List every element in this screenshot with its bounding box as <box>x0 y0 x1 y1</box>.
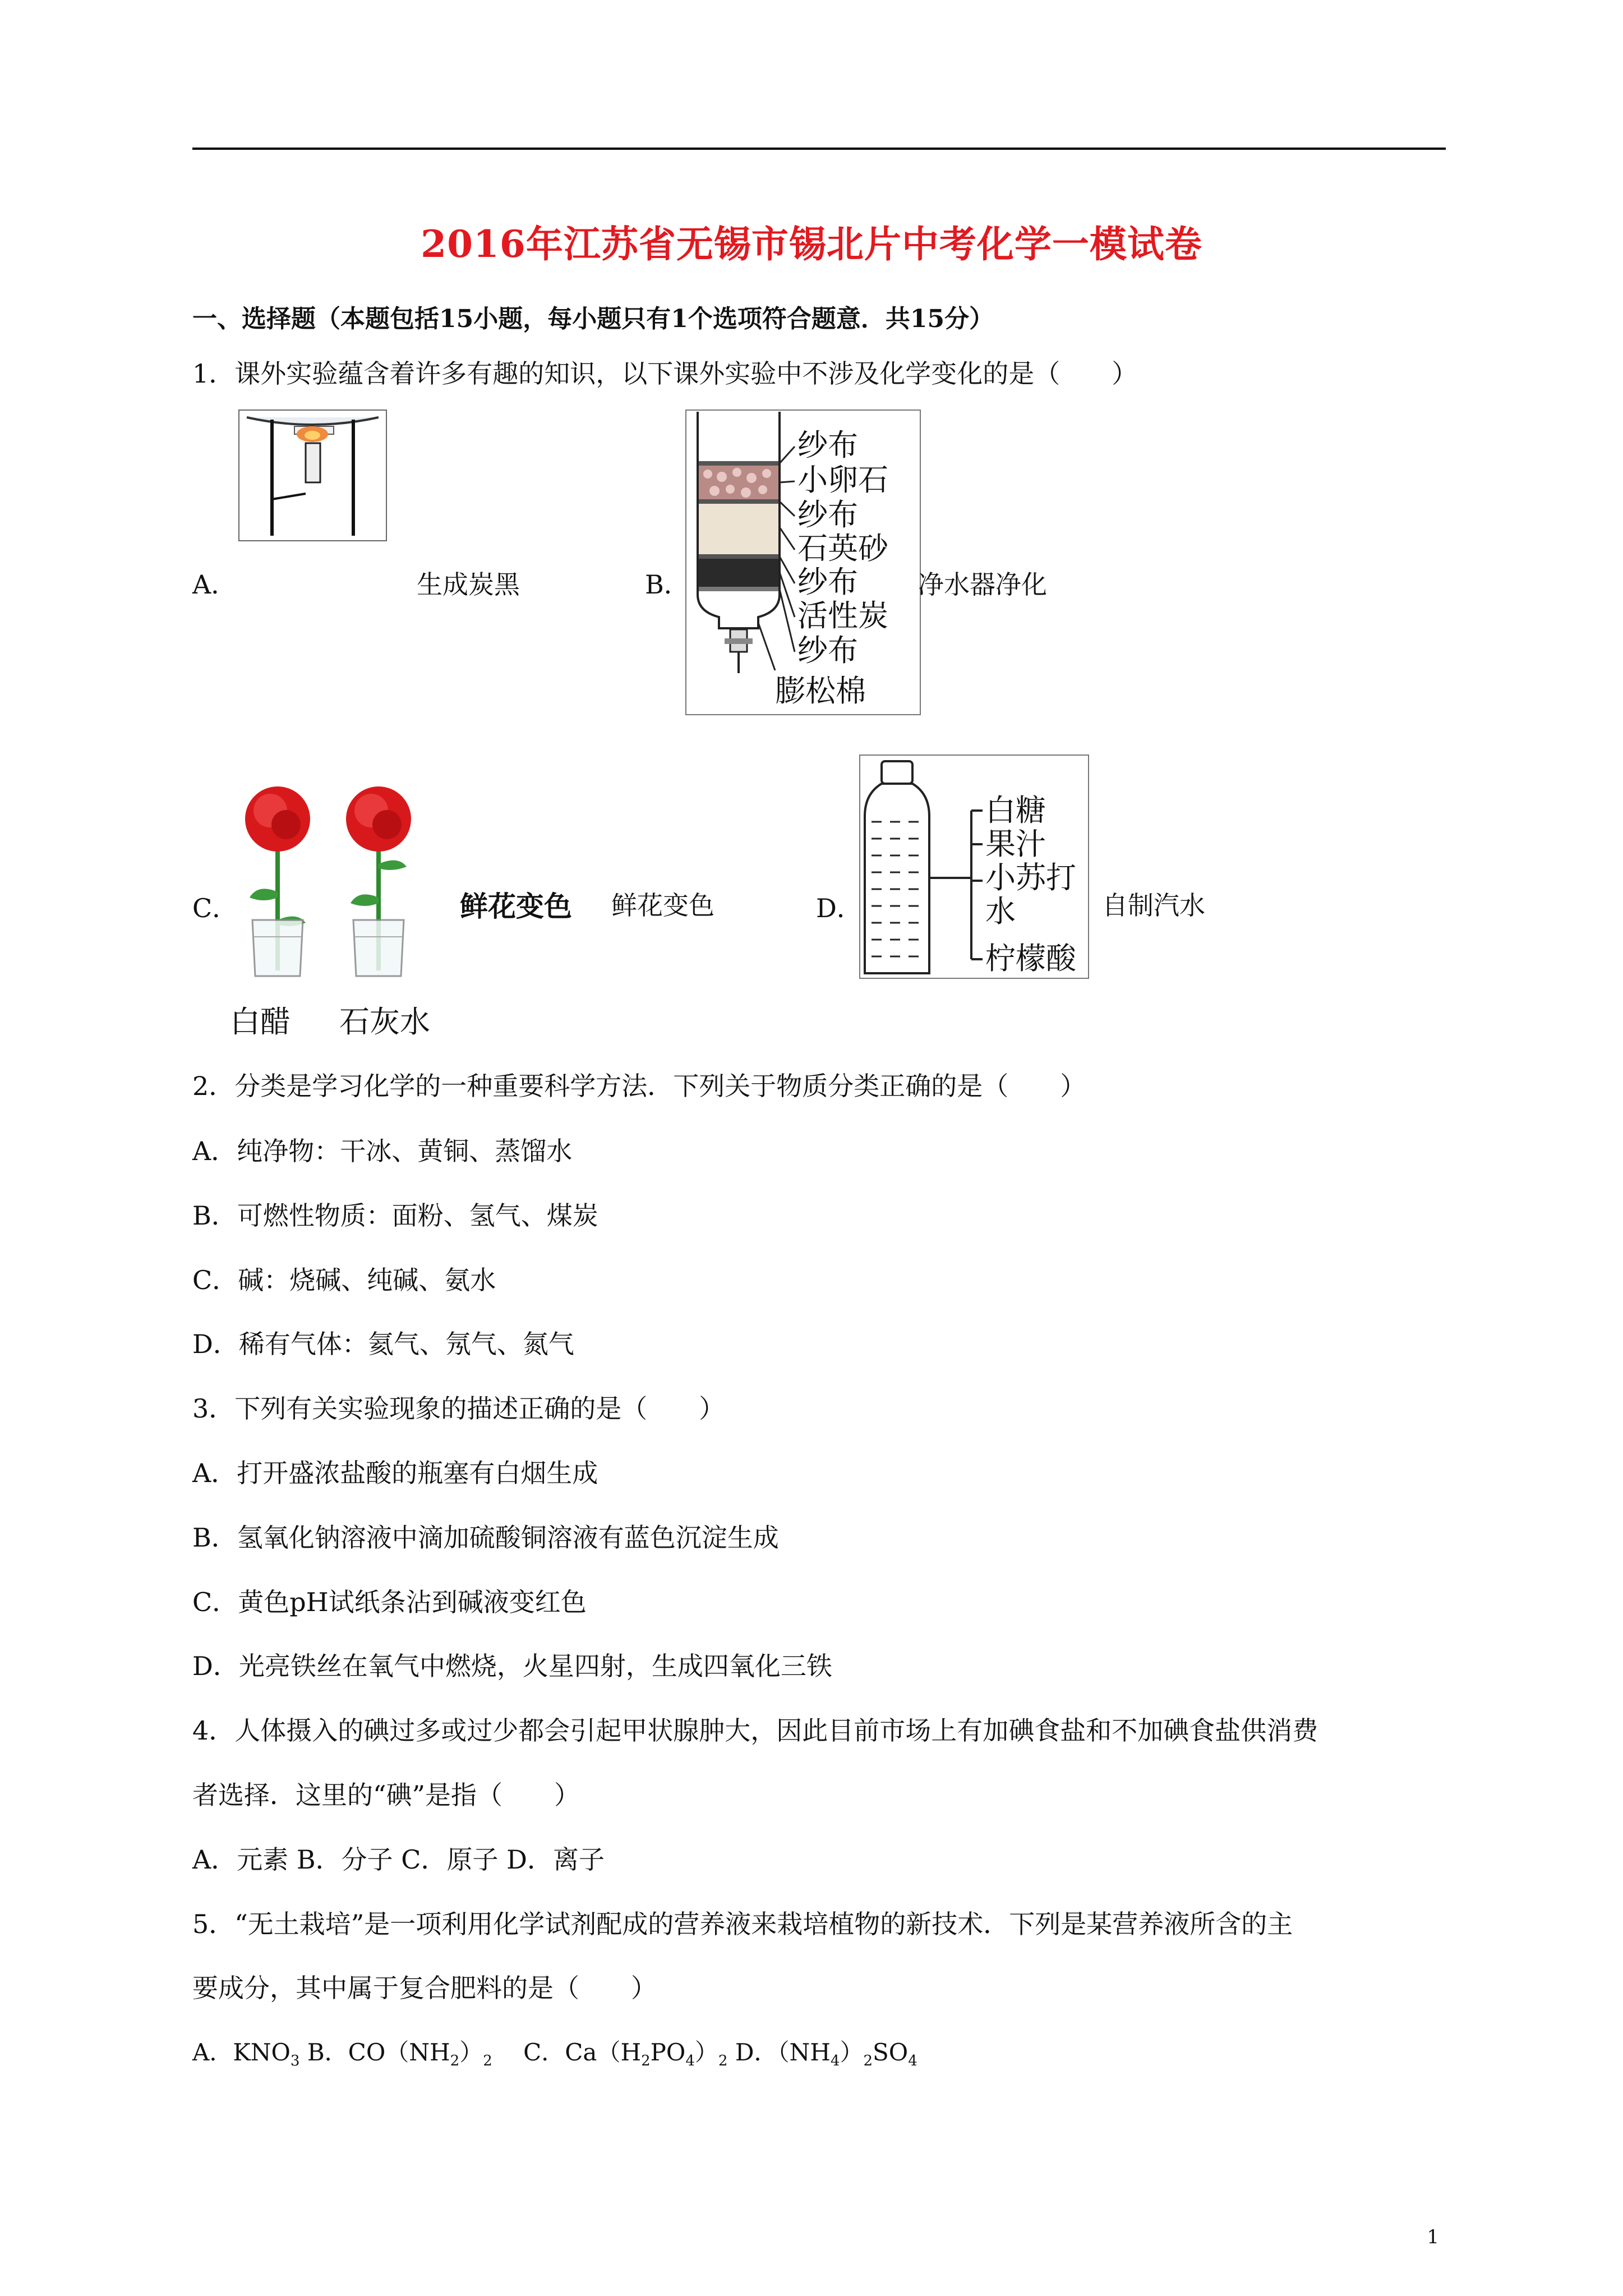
q1-option-b-letter: B． <box>645 569 690 600</box>
filter-label-8: 膨松棉 <box>775 673 866 708</box>
q1-option-c-letter: C． <box>192 893 238 923</box>
filter-label-5: 纱布 <box>797 564 858 600</box>
q5-option-d: D．$(NH_4)_2SO_4$ <box>727 2039 917 2070</box>
question-4-stem-line1: 4．人体摄入的碘过多或过少都会引起甲状腺肿大，因此目前市场上有加碘食盐和不加碘食盐供消费 <box>192 1715 1318 1746</box>
roses-figure <box>230 780 454 1043</box>
q3-option-b: B．氢氧化钠溶液中滴加硫酸铜溶液有蓝色沉淀生成 <box>192 1522 779 1553</box>
filter-label-2: 小卵石 <box>797 462 888 498</box>
q3-option-d: D．光亮铁丝在氧气中燃烧，火星四射，生成四氧化三铁 <box>192 1651 832 1681</box>
q5-option-c: C．$Ca(H_2PO_4)_2$ <box>492 2039 728 2070</box>
q2-option-a: A．纯净物：干冰、黄铜、蒸馏水 <box>192 1136 573 1166</box>
q1-option-c-image-caption: 鲜花变色 <box>460 890 572 923</box>
filter-label-3: 纱布 <box>797 497 858 532</box>
q1-option-d-letter: D． <box>816 893 863 923</box>
q5-option-b: B．$CO(NH_2)_2$ <box>299 2039 492 2070</box>
q2-option-b: B．可燃性物质：面粉、氢气、煤炭 <box>192 1200 598 1231</box>
candle-plate-figure <box>238 409 387 541</box>
soda-label-juice: 果汁 <box>985 826 1046 862</box>
q2-option-d: D．稀有气体：氦气、氖气、氮气 <box>192 1329 574 1359</box>
q3-option-c: C．黄色pH试纸条沾到碱液变红色 <box>192 1587 587 1617</box>
water-filter-figure <box>685 409 921 715</box>
q5-options <box>192 2036 917 2078</box>
page-number: 1 <box>1427 2226 1439 2248</box>
soda-label-sugar: 白糖 <box>985 793 1046 828</box>
q1-option-d-text: 自制汽水 <box>1102 890 1205 921</box>
soda-label-baking-soda: 小苏打 <box>985 860 1076 895</box>
question-5-stem-line2: 要成分，其中属于复合肥料的是（ ） <box>192 1973 657 2003</box>
q1-option-c-text: 鲜花变色 <box>611 890 714 921</box>
filter-label-7: 纱布 <box>797 633 858 668</box>
q2-option-c: C．碱：烧碱、纯碱、氨水 <box>192 1265 496 1295</box>
question-4-stem-line2: 者选择．这里的“碘”是指（ ） <box>192 1780 580 1810</box>
header-rule <box>192 148 1446 150</box>
q3-option-a: A．打开盛浓盐酸的瓶塞有白烟生成 <box>192 1458 598 1488</box>
cup-label-limewater: 石灰水 <box>339 1004 430 1039</box>
question-1-stem: 1．课外实验蕴含着许多有趣的知识，以下课外实验中不涉及化学变化的是（ ） <box>192 358 1138 389</box>
question-5-stem-line1: 5．“无土栽培”是一项利用化学试剂配成的营养液来栽培植物的新技术．下列是某营养液所含的主 <box>192 1909 1293 1939</box>
soda-label-citric-acid: 柠檬酸 <box>985 941 1076 976</box>
section-heading: 一、选择题（本题包括15小题，每小题只有1个选项符合题意．共15分） <box>192 305 994 333</box>
question-3-stem: 3．下列有关实验现象的描述正确的是（ ） <box>192 1393 725 1424</box>
page-title: 2016年江苏省无锡市锡北片中考化学一模试卷 <box>421 222 1202 266</box>
q1-option-a-text: 生成炭黑 <box>417 569 520 600</box>
filter-label-1: 纱布 <box>797 427 858 463</box>
q1-option-b-text: 净水器净化 <box>918 569 1047 600</box>
soda-bottle-figure <box>859 754 1089 979</box>
question-2-stem: 2．分类是学习化学的一种重要科学方法．下列关于物质分类正确的是（ ） <box>192 1071 1086 1101</box>
q4-options: A．元素 B．分子 C．原子 D．离子 <box>192 1844 605 1875</box>
q5-option-a: A．$KNO_3$ <box>192 2039 300 2070</box>
cup-label-vinegar: 白醋 <box>230 1004 291 1039</box>
q1-option-a-letter: A． <box>192 569 237 600</box>
filter-label-4: 石英砂 <box>797 531 888 566</box>
soda-label-water: 水 <box>985 894 1016 929</box>
filter-label-6: 活性炭 <box>797 598 888 633</box>
